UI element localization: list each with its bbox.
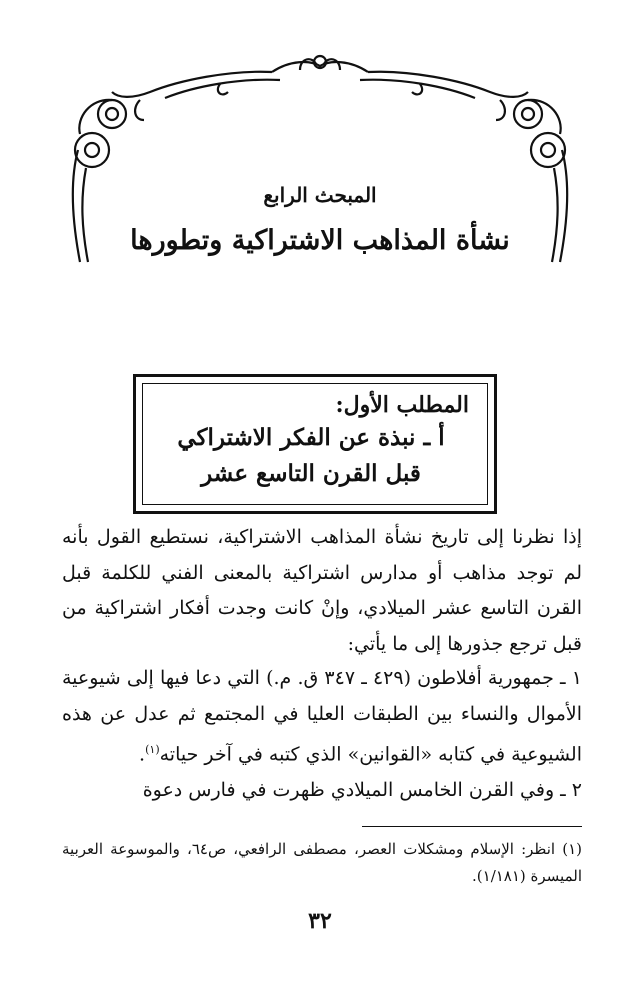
section-title-box-inner [142, 383, 488, 505]
body-paragraph-2-text: ١ ـ جمهورية أفلاطون (٤٢٩ ـ ٣٤٧ ق. م.) التي دعا فيها إلى شيوعية الأموال والنساء بين الطبقات العليا في المجتمع ثم عدل عن هذه الشيوعية في كتابه «القوانين» الذي كتبه في آخر حياته [62, 667, 582, 766]
footnote-divider [362, 826, 582, 827]
body-paragraph-3: ٢ ـ وفي القرن الخامس الميلادي ظهرت في فارس دعوة [142, 779, 582, 801]
chapter-title: نشأة المذاهب الاشتراكية وتطورها [130, 225, 510, 256]
footnote-reference[interactable]: (١) [145, 743, 160, 756]
section-heading: المطلب الأول: [335, 392, 469, 418]
section-title-line-1: أ ـ نبذة عن الفكر الاشتراكي [177, 424, 445, 451]
section-title-box [133, 374, 497, 514]
body-paragraph-1: إذا نظرنا إلى تاريخ نشأة المذاهب الاشتراكية، نستطيع القول بأنه لم توجد مذاهب أو مدارس اشتراكية بالمعنى الفني للكلمة قبل القرن التاسع عشر الميلادي، وإنْ كانت وجدت أفكار اشتراكية من قبل ترجع جذورها إلى ما يأتي: [62, 526, 582, 655]
footnote: (١) انظر: الإسلام ومشكلات العصر، مصطفى الرافعي، ص٦٤، والموسوعة العربية الميسرة (١/١٨١). [62, 840, 582, 885]
body-paragraph-2 [62, 661, 582, 773]
body-paragraph-2-end: . [139, 743, 146, 766]
chapter-label: المبحث الرابع [263, 183, 377, 207]
section-title-line-2: قبل القرن التاسع عشر [201, 460, 421, 487]
page-number: ٣٢ [308, 908, 332, 934]
